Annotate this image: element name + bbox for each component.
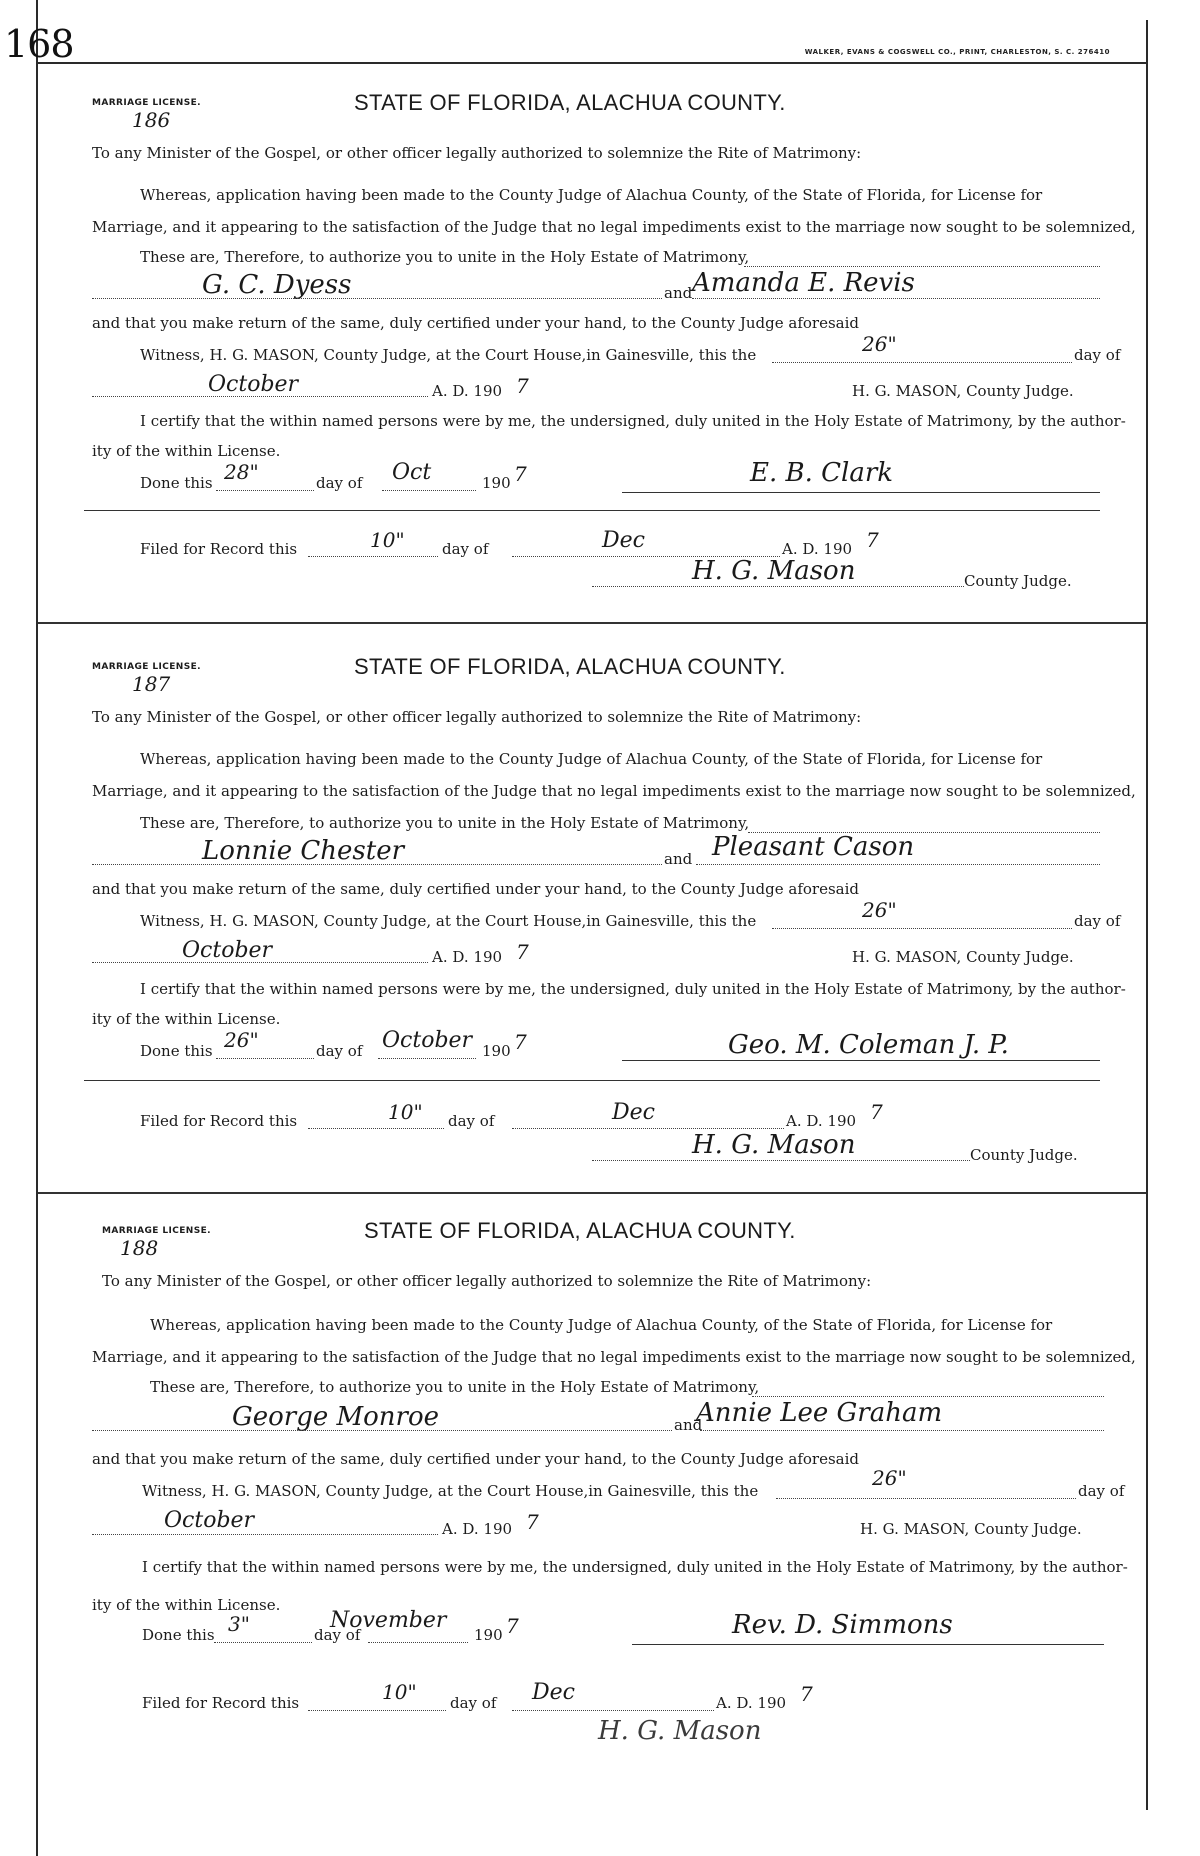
these-are-text: These are, Therefore, to authorize you to unite in the Holy Estate of Matrimony, [140,248,750,266]
and-label: and [664,850,693,868]
filed-day-dotted-line [308,1128,444,1129]
judge-signature: H. G. Mason [692,1130,856,1160]
marriage-license-label: MARRIAGE LICENSE. [92,98,201,108]
groom-dotted-line [92,864,662,865]
issue-month-dotted-line [92,1534,438,1535]
license-divider [38,622,1146,624]
judge-dotted-line [592,1160,970,1161]
filed-month: Dec [612,1100,655,1125]
filed-day: 10" [370,528,405,552]
filed-year: 7 [866,528,879,552]
officiant-line [632,1644,1104,1645]
done-month-dotted-line [382,490,476,491]
matrimony-dotted-line [744,266,1100,267]
filed-year: 7 [870,1100,883,1124]
day-of-label: day of [1074,912,1121,930]
groom-name: Lonnie Chester [202,836,405,866]
marriage-license-label: MARRIAGE LICENSE. [92,662,201,672]
section-divider [84,1080,1100,1081]
done-month: Oct [392,460,432,485]
officiant-line [622,492,1100,493]
county-judge-label: County Judge. [964,572,1072,590]
certify-text: I certify that the within named persons were by me, the undersigned, duly united in the Holy Estate of Matrimony, by the author- [142,1558,1128,1576]
issue-year: 7 [526,1510,539,1534]
officiant-signature: Rev. D. Simmons [732,1610,953,1640]
done-day-dotted-line [216,1058,314,1059]
issue-month: October [182,938,273,963]
filed-label: Filed for Record this [140,1112,298,1130]
to-any-minister: To any Minister of the Gospel, or other officer legally authorized to solemnize the Rite of Matrimony: [92,708,862,726]
issue-month-dotted-line [92,962,428,963]
these-are-text: These are, Therefore, to authorize you to unite in the Holy Estate of Matrimony, [150,1378,760,1396]
bride-name: Pleasant Cason [712,832,915,862]
marriage-license-label: MARRIAGE LICENSE. [102,1226,211,1236]
filed-month-dotted-line [512,1710,714,1711]
judge-signature: H. G. Mason [598,1716,762,1746]
done-year: 7 [514,462,527,486]
page-number: 168 [4,22,74,66]
issue-day: 26" [862,898,897,922]
license-3 [92,1218,1136,1746]
day-of-label: day of [448,1112,495,1130]
day-of-label: day of [316,474,363,492]
done-month-dotted-line [378,1058,476,1059]
officiant-signature: E. B. Clark [750,458,894,488]
done-this-label: Done this [142,1626,215,1644]
bride-dotted-line [692,298,1100,299]
certify-text: I certify that the within named persons were by me, the undersigned, duly united in the Holy Estate of Matrimony, by the author- [140,412,1126,430]
done-day-dotted-line [216,490,314,491]
right-margin-line [1146,20,1148,1810]
day-of-label: day of [1078,1482,1125,1500]
bride-name: Annie Lee Graham [696,1398,943,1428]
groom-name: G. C. Dyess [202,270,352,300]
done-month: October [382,1028,473,1053]
return-text: and that you make return of the same, duly certified under your hand, to the County Judge aforesaid [92,314,859,332]
state-title: STATE OF FLORIDA, ALACHUA COUNTY. [354,90,786,115]
whereas-text: Whereas, application having been made to the County Judge of Alachua County, of the State of Florida, for License for [150,1316,1053,1334]
done-month: November [330,1608,447,1633]
filed-label: Filed for Record this [140,540,298,558]
return-text: and that you make return of the same, duly certified under your hand, to the County Judge aforesaid [92,880,859,898]
and-label: and [674,1416,703,1434]
issue-day-dotted-line [772,362,1072,363]
issue-day: 26" [862,332,897,356]
year-prefix: 190 [474,1626,503,1644]
filed-month-dotted-line [512,1128,784,1129]
certify-text: I certify that the within named persons were by me, the undersigned, duly united in the Holy Estate of Matrimony, by the author- [140,980,1126,998]
witness-text: Witness, H. G. MASON, County Judge, at the Court House,in Gainesville, this the [142,1482,759,1500]
judge-signature: H. G. Mason [692,556,856,586]
left-binding-line [36,0,38,1856]
done-day-dotted-line [214,1642,312,1643]
done-this-label: Done this [140,474,213,492]
done-day: 3" [228,1612,250,1636]
to-any-minister: To any Minister of the Gospel, or other officer legally authorized to solemnize the Rite of Matrimony: [102,1272,872,1290]
issue-year: 7 [516,940,529,964]
filed-year: 7 [800,1682,813,1706]
matrimony-dotted-line [752,1396,1104,1397]
license-2 [92,654,1136,1174]
section-divider [84,510,1100,511]
witness-text: Witness, H. G. MASON, County Judge, at the Court House,in Gainesville, this the [140,912,757,930]
marriage-text: Marriage, and it appearing to the satisfaction of the Judge that no legal impediments exist to the marriage now sought to be solemnized, [92,218,1136,236]
day-of-label: day of [450,1694,497,1712]
ad-label: A. D. 190 [432,948,503,966]
done-month-dotted-line [368,1642,468,1643]
license-1 [92,90,1136,610]
bride-name: Amanda E. Revis [692,268,915,298]
issue-day: 26" [872,1466,907,1490]
judge-signature-label: H. G. MASON, County Judge. [860,1520,1082,1538]
filed-label: Filed for Record this [142,1694,300,1712]
printer-imprint: WALKER, EVANS & COGSWELL CO., PRINT, CHARLESTON, S. C. 276410 [804,48,1110,56]
day-of-label: day of [316,1042,363,1060]
day-of-label: day of [442,540,489,558]
done-year: 7 [514,1030,527,1054]
these-are-text: These are, Therefore, to authorize you to unite in the Holy Estate of Matrimony, [140,814,750,832]
filed-month: Dec [602,528,645,553]
return-text: and that you make return of the same, duly certified under your hand, to the County Judge aforesaid [92,1450,859,1468]
officiant-signature: Geo. M. Coleman J. P. [728,1030,1009,1060]
filed-day-dotted-line [308,556,438,557]
filed-day-dotted-line [308,1710,446,1711]
done-day: 28" [224,460,259,484]
witness-text: Witness, H. G. MASON, County Judge, at the Court House,in Gainesville, this the [140,346,757,364]
day-of-label: day of [314,1626,361,1644]
done-day: 26" [224,1028,259,1052]
county-judge-label: County Judge. [970,1146,1078,1164]
issue-month-dotted-line [92,396,428,397]
done-this-label: Done this [140,1042,213,1060]
license-number: 186 [132,108,171,132]
marriage-text: Marriage, and it appearing to the satisfaction of the Judge that no legal impediments exist to the marriage now sought to be solemnized, [92,1348,1136,1366]
filed-month: Dec [532,1680,575,1705]
ad-label: A. D. 190 [716,1694,787,1712]
state-title: STATE OF FLORIDA, ALACHUA COUNTY. [354,654,786,679]
groom-dotted-line [92,1430,672,1431]
issue-day-dotted-line [776,1498,1076,1499]
marriage-text: Marriage, and it appearing to the satisfaction of the Judge that no legal impediments exist to the marriage now sought to be solemnized, [92,782,1136,800]
bride-dotted-line [700,1430,1104,1431]
issue-day-dotted-line [772,928,1072,929]
ad-label: A. D. 190 [432,382,503,400]
whereas-text: Whereas, application having been made to the County Judge of Alachua County, of the State of Florida, for License for [140,750,1043,768]
issue-year: 7 [516,374,529,398]
to-any-minister: To any Minister of the Gospel, or other officer legally authorized to solemnize the Rite of Matrimony: [92,144,862,162]
groom-name: George Monroe [232,1402,440,1432]
officiant-line [622,1060,1100,1061]
groom-dotted-line [92,298,662,299]
filed-day: 10" [382,1680,417,1704]
ad-label: A. D. 190 [786,1112,857,1130]
year-prefix: 190 [482,474,511,492]
issue-month: October [164,1508,255,1533]
and-label: and [664,284,693,302]
year-prefix: 190 [482,1042,511,1060]
authority-text: ity of the within License. [92,442,281,460]
whereas-text: Whereas, application having been made to the County Judge of Alachua County, of the State of Florida, for License for [140,186,1043,204]
ad-label: A. D. 190 [442,1520,513,1538]
day-of-label: day of [1074,346,1121,364]
license-number: 188 [120,1236,159,1260]
bride-dotted-line [696,864,1100,865]
authority-text: ity of the within License. [92,1596,281,1614]
license-divider [38,1192,1146,1194]
top-rule [36,62,1148,64]
ad-label: A. D. 190 [782,540,853,558]
judge-signature-label: H. G. MASON, County Judge. [852,948,1074,966]
state-title: STATE OF FLORIDA, ALACHUA COUNTY. [364,1218,796,1243]
license-number: 187 [132,672,171,696]
judge-signature-label: H. G. MASON, County Judge. [852,382,1074,400]
done-year: 7 [506,1614,519,1638]
issue-month: October [208,372,299,397]
filed-day: 10" [388,1100,423,1124]
judge-dotted-line [592,586,964,587]
authority-text: ity of the within License. [92,1010,281,1028]
